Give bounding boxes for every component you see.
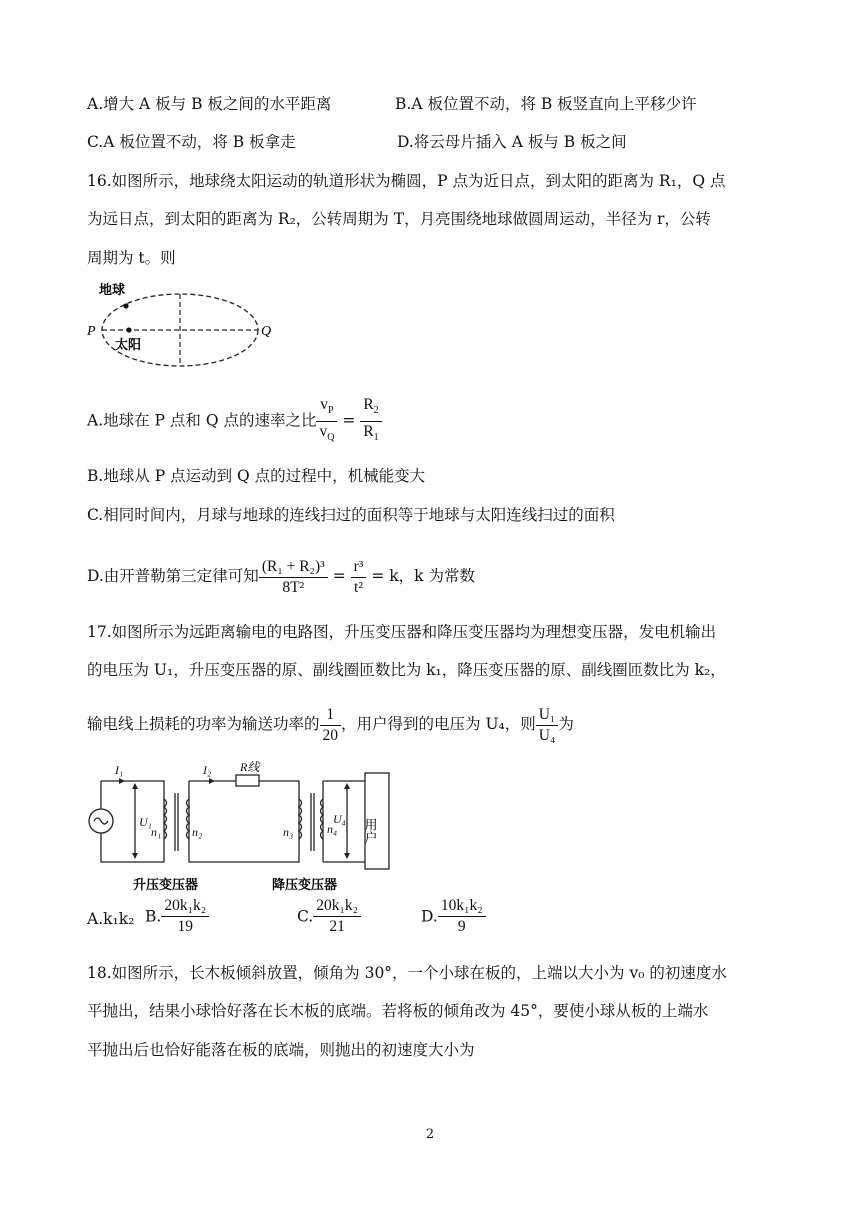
n3-label: n₃ [283,825,294,839]
q16-option-b: B.地球从 P 点运动到 Q 点的过程中，机械能变大 [87,467,426,485]
n2-label: n₂ [192,825,203,839]
q15-option-b: B.A 板位置不动，将 B 板竖直向上平移少许 [395,95,697,113]
earth-label: 地球 [99,282,126,297]
q18-stem-line1: 18.如图所示，长木板倾斜放置，倾角为 30°，一个小球在板的，上端以大小为 v₀ 的初速度水 [87,964,727,982]
u1-label: U₁ [139,815,152,829]
user-label: 用户 [362,818,378,844]
q17-line3-mid: ，用户得到的电压为 U₄，则 [341,715,536,733]
q16-stem-line1: 16.如图所示，地球绕太阳运动的轨道形状为椭圆，P 点为近日点，到太阳的距离为 R₁，Q 点 [87,172,726,190]
q18-stem-line3: 平抛出后也恰好能落在板的底端，则抛出的初速度大小为 [87,1041,475,1059]
q17-line3-pre: 输电线上损耗的功率为输送功率的 [87,715,320,733]
transmission-loop [189,781,299,862]
q17-options [87,895,527,945]
q17-stem-line1: 17.如图所示为远距离输电的电路图，升压变压器和降压变压器均为理想变压器，发电机输出 [87,623,717,641]
q-label: Q [261,324,272,339]
q16-option-c: C.相同时间内，月球与地球的连线扫过的面积等于地球与太阳连线扫过的面积 [87,506,615,524]
equals-sign: = [342,411,356,430]
step-up-label: 升压变压器 [133,877,199,892]
p-label: P [87,324,96,339]
q16-option-d-text: D.由开普勒第三定律可知 [87,567,259,585]
q18-stem-line2: 平抛出，结果小球恰好落在长木板的底端。若将板的倾角改为 45°，要使小球从板的上端水 [87,1002,709,1020]
radius-ratio: $\frac{R_2}{R_1}$ [360,395,381,448]
kepler-tail: = k，k 为常数 [371,567,475,585]
circuit-figure [85,760,395,898]
orbit-figure [85,278,270,373]
velocity-ratio: $\frac{v_P}{v_Q}$ [316,395,337,448]
loss-fraction: $\frac{1}{20}$ [320,705,342,746]
q17-stem-line3 [87,698,574,750]
u4-label: U₄ [333,812,346,826]
earth-dot [123,303,128,308]
q16-stem-line3: 周期为 t。则 [87,249,176,267]
q17-option-d: D. $\frac{\text{10k₁k₂}}{9}$ [421,896,486,937]
n4-label: n₄ [327,822,338,836]
step-down-label: 降压变压器 [272,877,338,892]
kepler-fraction-left: $\frac{\text{(R₁ + R₂)³}}{\text{8T²}}$ [259,557,328,598]
q16-option-d: D.由开普勒第三定律可知 $\frac{\text{(R₁ + R₂)³}}{\text{8T²}}$ = $\frac{\text{r³}}{\text{t²}}$ = k，k 为常数 [87,557,475,596]
q17-option-b: B. $\frac{\text{20k₁k₂}}{19}$ [145,896,209,937]
r-line-label: R线 [240,760,260,774]
i1-label: I₁ [115,763,124,777]
q17-option-a: A.k₁k₂ [87,910,135,928]
page-number: 2 [425,1127,435,1142]
sun-dot [126,327,131,332]
q15-option-d: D.将云母片插入 A 板与 B 板之间 [397,133,627,151]
q16-option-a [87,395,382,445]
i2-label: I₂ [203,763,212,777]
q17-option-c: C. $\frac{\text{20k₁k₂}}{21}$ [297,896,361,937]
n1-label: n₁ [151,825,162,839]
voltage-ratio: $\frac{\text{U₁}}{\text{U₄}}$ [536,705,559,746]
q15-option-c: C.A 板位置不动，将 B 板拿走 [87,133,296,151]
q15-option-a: A.增大 A 板与 B 板之间的水平距离 [87,95,332,113]
line-resistor [236,775,259,786]
kepler-fraction-right: $\frac{\text{r³}}{\text{t²}}$ [351,557,367,598]
q16-stem-line2: 为远日点，到太阳的距离为 R₂，公转周期为 T，月亮围绕地球做圆周运动，半径为 r，公转 [87,210,711,228]
sun-label: 太阳 [115,337,142,352]
q17-stem-line2: 的电压为 U₁，升压变压器的原、副线圈匝数比为 k₁，降压变压器的原、副线圈匝数比为 k₂， [87,661,726,679]
q16-option-a-text: A.地球在 P 点和 Q 点的速率之比 [87,411,317,430]
q17-line3-post: 为 [558,715,574,733]
